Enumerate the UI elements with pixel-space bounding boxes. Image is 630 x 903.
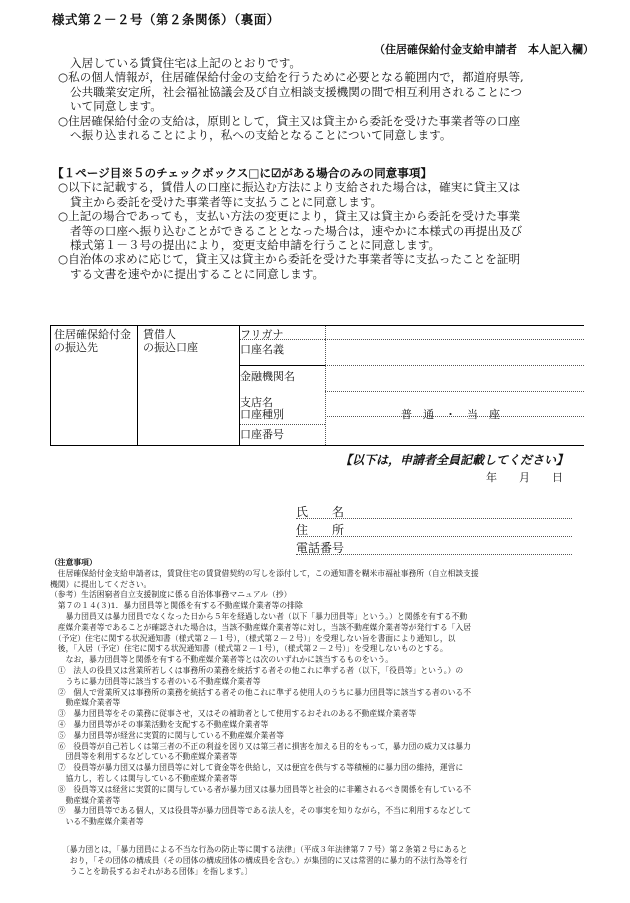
consent-line: いて同意します。 (70, 99, 162, 114)
notes-line: 動産媒介業者等 (50, 698, 121, 708)
tenant-account-line: の振込口座 (143, 341, 198, 354)
notes-line: ⑧ 役員等又は経営に実質的に関与している者が暴力団又は暴力団員等と社会的に非難されるべき関係を有している不 (50, 784, 472, 794)
consent-line: 公共職業安定所，社会福祉協議会及び自立相談支援機関の間で相互利用されることにつ (70, 84, 522, 99)
account-type-label: 口座種別 (240, 406, 325, 425)
notes-line: 動産媒介業者等 (50, 795, 121, 805)
branch-name-label: 支店名 (240, 396, 273, 409)
bank-account-table (50, 325, 584, 446)
consent-line: ○私の個人情報が，住居確保給付金の支給を行うために必要となる範囲内で，都道府県等, (58, 70, 524, 85)
name-label: 氏 名 (296, 505, 345, 519)
footnote-line: うことを助長するおそれがある団体」を指します。〕 (62, 866, 253, 876)
checkbox-consent-block (52, 166, 584, 281)
tenant-account-label (143, 328, 198, 354)
table-divider (137, 326, 138, 445)
payment-destination-label (54, 328, 131, 354)
phone-label: 電話番号 (296, 541, 345, 555)
notes-line: 住居確保給付金支給申請者は，賃貸住宅の賃貸借契約の写しを添付して，この通知書を糊米市福祉事務所（自立相談支援 (50, 568, 479, 578)
notes-line: 機関）に提出してください。 (50, 579, 152, 589)
footnote-section (62, 845, 597, 877)
address-field[interactable] (296, 521, 572, 537)
account-type-options[interactable]: 普 通 ・ 当 座 (401, 408, 500, 421)
account-name-label: 口座名義 (240, 340, 325, 366)
consent-line: 入居している賃貸住宅は上記のとおりです。 (70, 56, 301, 70)
notes-line: ⑤ 暴力団員等が経営に実質的に関与している不動産媒介業者等 (50, 730, 284, 740)
notes-line: （注意事項） (50, 558, 97, 567)
name-field[interactable] (296, 503, 572, 519)
checkbox-consent-line: ○自治体の求めに応じて，貸主又は貸主から委託を受けた事業者等に支払ったことを証明 (58, 252, 521, 267)
applicant-note: （住居確保給付金支給申請者 本人記入欄） (374, 43, 594, 56)
bank-name-input[interactable] (325, 391, 584, 392)
notes-line: 協力し，若しくは関与している不動産媒介業者等 (50, 773, 238, 783)
payment-destination-line: 住居確保給付金 (54, 328, 131, 341)
notes-line: ⑥ 役員等が自己若しくは第三者の不正の利益を図り又は第三者に損害を加える目的をもって，暴力団の威力又は暴力 (50, 741, 471, 751)
address-label: 住 所 (296, 523, 345, 537)
furigana-label: フリガナ (240, 326, 325, 340)
consent-line: ○住居確保給付金の支給は，原則として，貸主又は貸主から委託を受けた事業者等の口座 (58, 113, 521, 128)
notes-line: ① 法人の役員又は営業所若しくは事務所の業務を統括する者その他これに準ずる者（以下，「役員等」という。）の (50, 665, 464, 675)
footnote-line: 〔暴力団とは，「暴力団員による不当な行為の防止等に関する法律」（平成３年法律第７７号）第２条第２号にあると (62, 845, 468, 854)
applicant-instruction: 【以下は，申請者全員記載してください】 (340, 453, 569, 467)
notes-line: 団員等を利用するなどしている不動産媒介業者等 (50, 752, 238, 762)
checkbox-consent-line: 貸主から委託を受けた事業者等に支払うことに同意します。 (70, 194, 383, 209)
payment-destination-line: の振込先 (54, 341, 98, 354)
notes-line: 暴力団員又は暴力団員でなくなった日から５年を経過しない者（以下「暴力団員等」という。）と関係を有する不動 (50, 611, 468, 621)
notes-line: ② 個人で営業所又は事務所の業務を統括する者その他これに準ずる使用人のうちに暴力団員等に該当する者のいる不 (50, 687, 472, 697)
table-dotted-divider (325, 326, 326, 445)
notes-line: 第７の１４(３)1．暴力団員等と関係を有する不動産媒介業者等の排除 (50, 601, 303, 611)
checkbox-consent-line: する文書を速やかに提出することに同意します。 (70, 266, 325, 281)
consent-line: へ振り込まれることにより，私への支給となることについて同意します。 (70, 128, 452, 143)
notes-line: （予定）住宅に関する状況通知書（様式第２－１号），（様式第２－２号）」を受理しない旨を書面により通知し，以 (50, 633, 456, 643)
notes-line: ④ 暴力団員等がその事業活動を支配する不動産媒介業者等 (50, 719, 269, 729)
notes-line: 後，「入居（予定）住宅に関する状況通知書（様式第２－１号），（様式第２－２号）」を受理しないものとする。 (50, 644, 448, 654)
checkbox-consent-line: ○以下に記載する，賃借人の口座に振込む方法により支給された場合は，確実に貸主又は (58, 180, 521, 195)
notes-line: ③ 暴力団員等をその業務に従事させ，又はその補助者として使用するおそれのある不動産媒介業者等 (50, 709, 417, 719)
notes-line: ⑨ 暴力団員等である個人，又は役員等が暴力団員等である法人を，その事実を知りながら，不当に利用するなどして (50, 806, 472, 816)
notes-line: いる不動産媒介業者等 (50, 817, 144, 827)
notes-line: ⑦ 役員等が暴力団又は暴力団員等に対して資金等を供給し，又は便宜を供与する等積極的に暴力団の維持，運営に (50, 763, 464, 773)
checkbox-consent-heading: 【１ページ目※５のチェックボックス□に☑がある場合のみの同意事項】 (52, 166, 433, 180)
notes-line: （参考）生活困窮者自立支援制度に係る自治体事務マニュアル（抄） (50, 590, 292, 600)
notes-line: うちに暴力団員等に該当する者のいる不動産媒介業者等 (50, 676, 261, 686)
consent-block (58, 56, 590, 142)
checkbox-consent-line: 者等の口座へ振り込むことができることとなった場合は，速やかに本様式の再提出及び (70, 223, 523, 238)
notes-line: 産媒介業者等であることが確認された場合は，当該不動産媒介業者等に対し，当該不動産媒介業者等が発行する「入居 (50, 622, 472, 632)
footnote-line: おり，「その団体の構成員（その団体の構成団体の構成員を含む。）が集団的に又は常習的に暴力的不法行為等を行 (62, 855, 468, 865)
date-label[interactable]: 年 月 日 (486, 471, 563, 484)
tenant-account-line: 賃借人 (143, 328, 176, 341)
furigana-dotted (325, 339, 584, 340)
account-number-label: 口座番号 (240, 428, 284, 441)
notes-line: なお，暴力団員等と関係を有する不動産媒介業者等とは次のいずれかに該当するものをいう。 (50, 655, 394, 665)
notes-section (50, 558, 595, 828)
bank-name-label: 金融機関名 (240, 370, 295, 383)
phone-field[interactable] (296, 539, 572, 555)
form-title: 様式第２－２号（第２条関係）（裏面） (52, 12, 280, 27)
checkbox-consent-line: 様式第１－３号の提出により，変更支給申請を行うことに同意します。 (70, 238, 441, 253)
account-name-input[interactable] (325, 365, 584, 366)
checkbox-consent-line: ○上記の場合であっても，支払い方法の変更により，貸主又は貸主から委託を受けた事業 (58, 209, 521, 224)
